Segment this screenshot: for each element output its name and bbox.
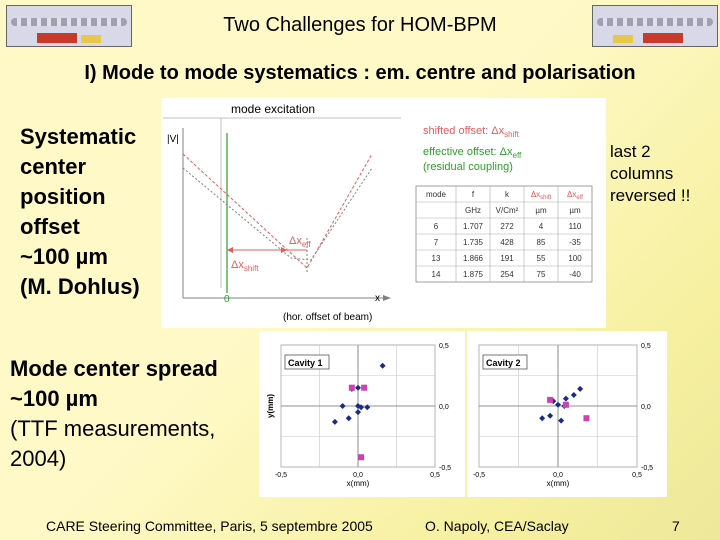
table-cell: 75	[536, 270, 546, 279]
legend-shift: shifted offset: $\Delta x_{shift}$	[423, 125, 519, 139]
table-cell: 100	[568, 254, 582, 263]
x-axis-arrow	[383, 295, 391, 301]
data-point-square	[358, 454, 364, 460]
legend-residual: (residual coupling)	[423, 161, 513, 173]
shifted-v-curve	[183, 154, 372, 268]
y-axis-label: |V|	[167, 134, 179, 145]
x-axis-caption: (hor. offset of beam)	[283, 312, 373, 323]
table-cell: $\Delta x_{eff}$	[567, 190, 583, 201]
slide-title: Two Challenges for HOM-BPM	[223, 14, 497, 36]
spread-text-block	[10, 354, 250, 474]
cavity-title: Cavity 2	[486, 358, 521, 368]
data-point-square	[583, 415, 589, 421]
data-point-square	[349, 385, 355, 391]
data-point-square	[547, 397, 553, 403]
table-cell: -35	[569, 238, 581, 247]
zero-label: 0	[224, 294, 230, 305]
x-axis-label: x(mm)	[546, 479, 570, 488]
x-tick-label: 0,0	[353, 472, 363, 479]
table-cell: V/Cm²	[495, 206, 519, 215]
x-tick-label: -0,5	[472, 472, 486, 479]
reversed-note: last 2 columns reversed !!	[610, 142, 691, 205]
cavity2-scatter	[467, 331, 667, 497]
table-cell: 110	[568, 222, 582, 231]
data-point-square	[361, 385, 367, 391]
table-cell: f	[471, 190, 475, 199]
footer-event: CARE Steering Committee, Paris, 5 septembre 2005	[46, 518, 373, 534]
spread-note: (TTF measurements, 2004)	[10, 416, 216, 471]
table-cell: 85	[536, 238, 546, 247]
table-cell: 272	[500, 222, 514, 231]
legend-eff: effective offset: $\Delta x_{eff}$	[423, 146, 522, 160]
effective-v-curve	[183, 168, 372, 260]
x-tick-label: 0,5	[430, 472, 440, 479]
cavity-title: Cavity 1	[288, 358, 323, 368]
table-cell: k	[505, 190, 509, 199]
data-point-square	[563, 402, 569, 408]
y-tick-label: 0,5	[439, 343, 449, 350]
y-tick-label: -0,5	[641, 465, 654, 472]
table-cell: µm	[569, 206, 581, 215]
y-tick-label: 0,0	[439, 404, 449, 411]
y-axis-label: y(mm)	[266, 393, 275, 419]
x-axis-label: x	[375, 293, 380, 304]
shift-label: $\Delta x_{shift}$	[231, 259, 259, 273]
y-tick-label: 0,5	[641, 343, 651, 350]
x-tick-label: 0,5	[632, 472, 642, 479]
table-cell: 1.735	[462, 238, 484, 247]
table-cell: -40	[569, 270, 581, 279]
table-cell: 6	[433, 222, 439, 231]
table-cell: 55	[536, 254, 546, 263]
table-cell: 254	[500, 270, 514, 279]
table-cell: 7	[433, 238, 439, 247]
x-axis-label: x(mm)	[346, 479, 370, 488]
x-tick-label: 0,0	[553, 472, 563, 479]
footer-author: O. Napoly, CEA/Saclay	[425, 518, 569, 534]
shift-arrow-head-left	[227, 247, 233, 253]
table-cell: 1.875	[462, 270, 484, 279]
mode-excitation-panel	[161, 98, 606, 328]
table-cell: $\Delta x_{shift}$	[530, 190, 552, 201]
table-cell: 14	[431, 270, 441, 279]
slide-subtitle: I) Mode to mode systematics : em. centre and polarisation	[84, 62, 636, 84]
y-tick-label: 0,0	[641, 404, 651, 411]
table-cell: 191	[500, 254, 514, 263]
table-cell: mode	[425, 190, 447, 199]
shift-arrow-head-right	[281, 247, 287, 253]
cavity1-panel	[259, 331, 465, 497]
mode-table	[161, 98, 592, 282]
y-tick-label: -0,5	[439, 465, 452, 472]
spread-title: Mode center spread ~100 µm	[10, 356, 218, 411]
x-tick-label: -0,5	[274, 472, 288, 479]
table-cell: 1.707	[462, 222, 484, 231]
table-cell: 1.866	[462, 254, 484, 263]
footer-page-number: 7	[672, 518, 680, 534]
table-cell: GHz	[465, 206, 481, 215]
table-cell: 4	[538, 222, 544, 231]
mode-excitation-figure	[161, 98, 606, 328]
table-cell: 428	[500, 238, 514, 247]
cavity2-panel	[467, 331, 667, 497]
table-cell: µm	[535, 206, 547, 215]
table-cell: 13	[431, 254, 441, 263]
mode-figure-title: mode excitation	[231, 102, 316, 116]
eff-label: $\Delta x_{eff}$	[289, 235, 311, 249]
systematic-offset-text: Systematic center position offset ~100 µm (M. Dohlus)	[20, 124, 140, 299]
cavity1-scatter	[259, 331, 465, 497]
